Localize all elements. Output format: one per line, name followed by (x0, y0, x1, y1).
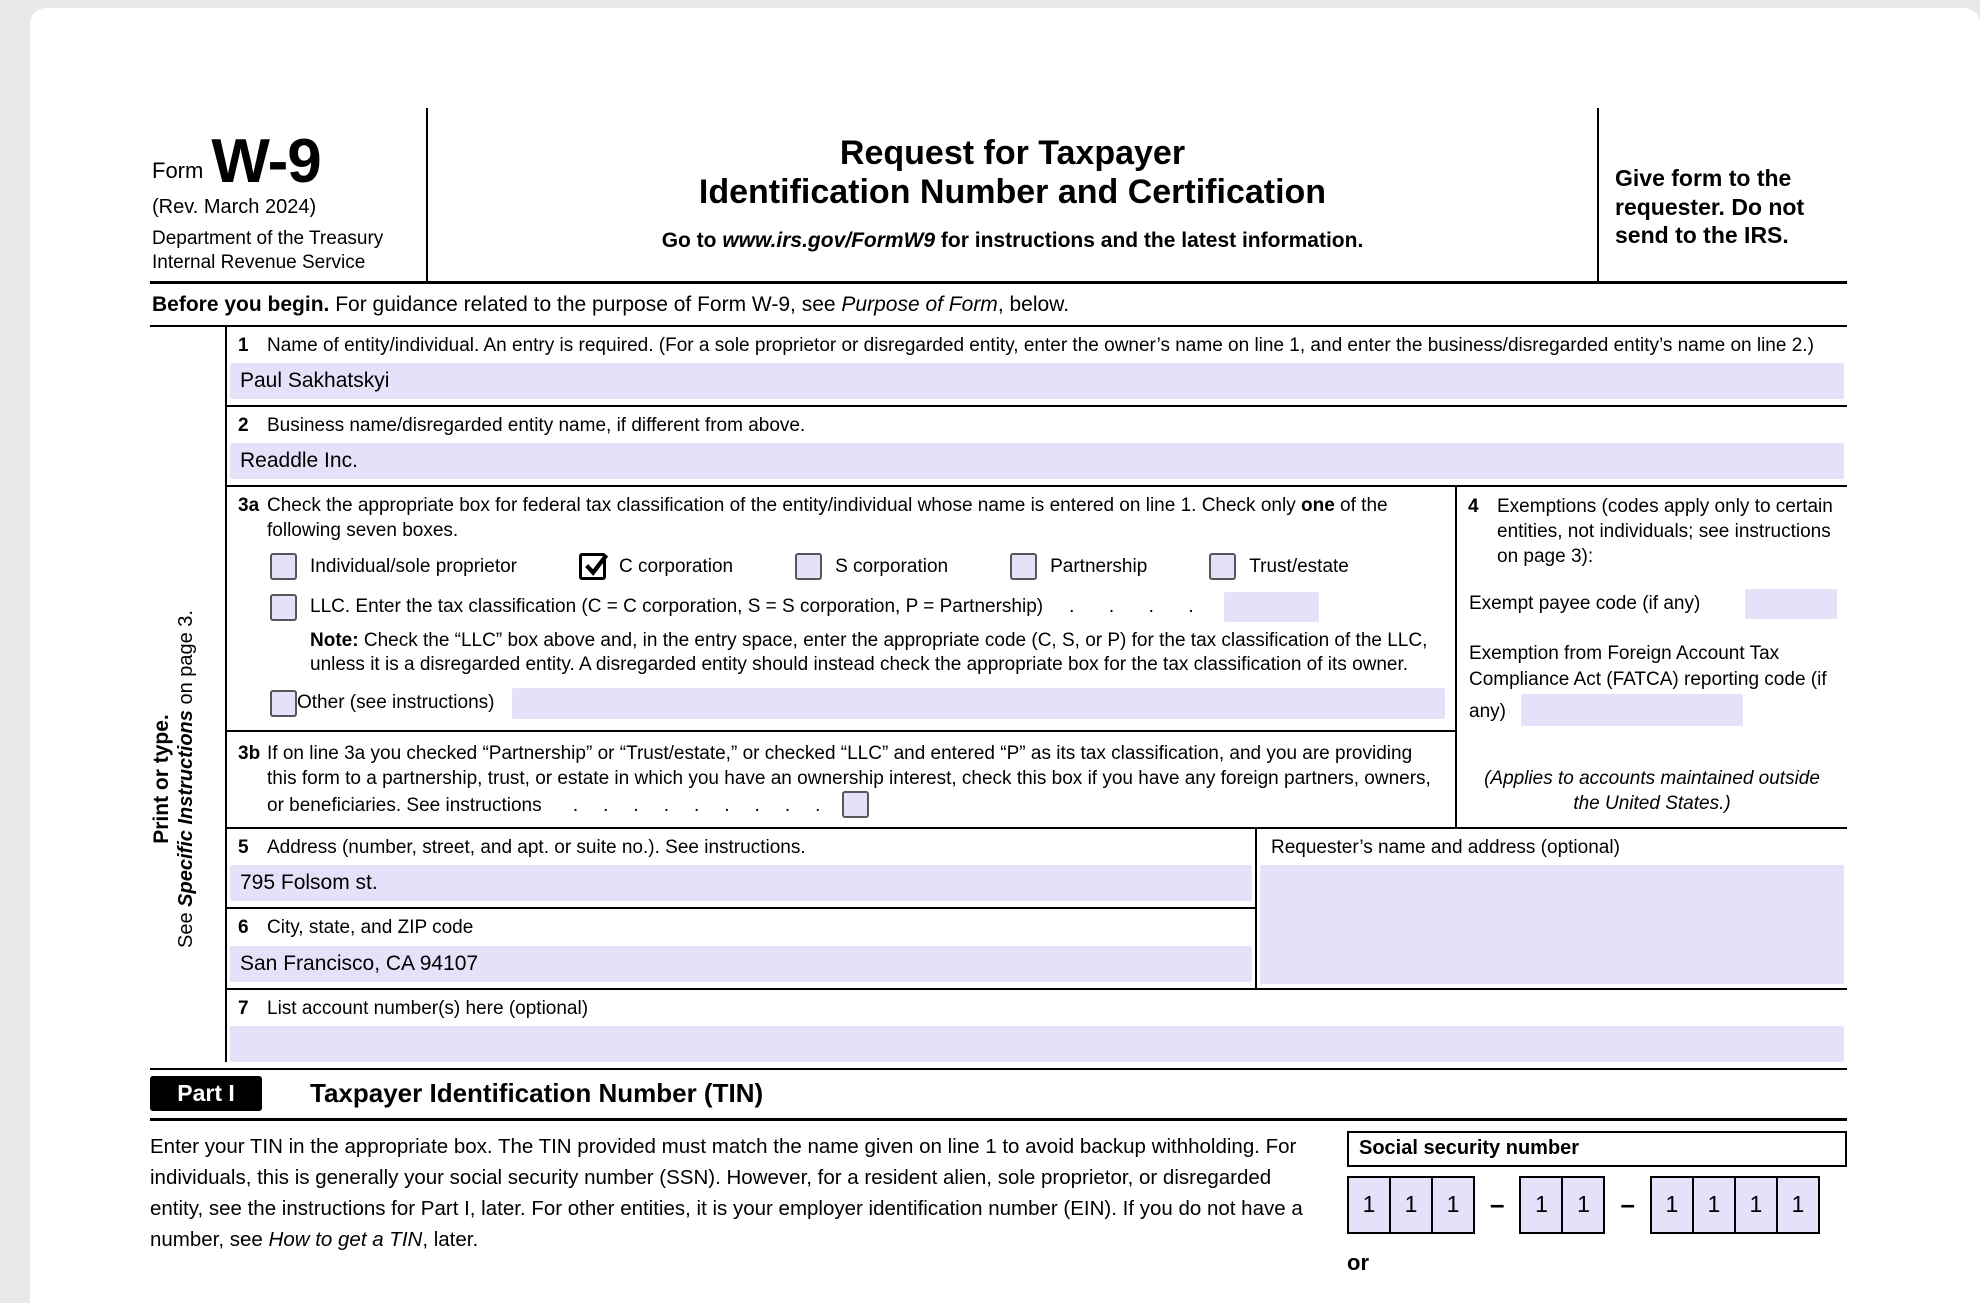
llc-note: Note: Check the “LLC” box above and, in the entry space, enter the appropriate code (C, S, or P) for the tax classification of the LLC, unless it is a disregarded entity. A disregarded entity should instead check the appropriate box for the tax classification of its owner. (310, 630, 1428, 676)
agency-line: Internal Revenue Service (152, 251, 366, 273)
line4-column (1455, 487, 1847, 827)
ssn-group-2 (1519, 1176, 1605, 1234)
form-body (150, 327, 1847, 1070)
trust-estate-label: Trust/estate (1249, 555, 1349, 577)
ssn-boxes (1347, 1176, 1847, 1234)
exempt-payee-row (1469, 589, 1837, 619)
department-line: Department of the Treasury (152, 227, 384, 249)
checkmark-icon (582, 551, 610, 579)
give-form-note: Give form to the requester. Do not send to the IRS. (1597, 108, 1847, 281)
other-field[interactable] (512, 688, 1445, 719)
line2-number: 2 (238, 415, 249, 437)
other-label: Other (see instructions) (297, 692, 495, 714)
part1-header (150, 1070, 1847, 1121)
ssn-digit-box[interactable]: 1 (1347, 1176, 1391, 1234)
form-title-block (428, 108, 1597, 281)
line3b-label: If on line 3a you checked “Partnership” or “Trust/estate,” or checked “LLC” and entered “P” as its tax classification, and you are providing this form to a partnership, trust, or estate in which you have an ownership interest, check this box if you have any foreign partners, owners, or beneficiaries. See instructions . . . . . . . . . (267, 742, 1431, 817)
sidebar-see-instructions: See Specific Instructions on page 3. (175, 610, 197, 948)
line3a-label: Check the appropriate box for federal tax classification of the entity/individual whose name is entered on line 1. Check only one of the following seven boxes. (267, 495, 1388, 542)
requester-field[interactable] (1260, 865, 1844, 983)
print-or-type-sidebar (150, 495, 225, 1063)
individual-checkbox[interactable] (270, 553, 297, 580)
line3-column (227, 487, 1455, 827)
line1-row (227, 327, 1847, 407)
option-s-corporation (795, 553, 948, 580)
w9-form-page (30, 8, 1980, 1303)
before-you-begin-lead: Before you begin. (152, 293, 330, 316)
line5-row (227, 829, 1255, 909)
line7-label: List account number(s) here (optional) (267, 997, 589, 1019)
line3b-dot-leader: . . . . . . . . . (572, 795, 823, 817)
exempt-payee-label: Exempt payee code (if any) (1469, 593, 1701, 615)
form-word: Form (152, 157, 204, 183)
purpose-of-form-ref: Purpose of Form (841, 293, 998, 316)
tax-classification-options (270, 553, 1455, 580)
w9-form (150, 108, 1847, 1276)
part1-instructions: Enter your TIN in the appropriate box. The TIN provided must match the name given on line 1 to avoid backup withholding. For individuals, this is generally your social security number (SSN). However, for a resident alien, sole proprietor, or disregarded entity, see the instructions for Part I, later. For other entities, it is your employer identification number (EIN). If you do not have a number, see How to get a TIN, later. (150, 1134, 1303, 1252)
ssn-block (1347, 1131, 1847, 1276)
partnership-label: Partnership (1050, 555, 1148, 577)
line6-row (227, 909, 1255, 981)
fatca-applies-note: (Applies to accounts maintained outside the United States.) (1484, 767, 1820, 815)
ssn-digit-box[interactable]: 1 (1519, 1176, 1563, 1234)
option-trust-estate (1209, 553, 1349, 580)
ssn-digit-box[interactable]: 1 (1650, 1176, 1694, 1234)
fatca-field[interactable] (1521, 694, 1743, 726)
fatca-row (1469, 641, 1837, 725)
llc-classification-field[interactable] (1224, 592, 1319, 622)
exempt-payee-field[interactable] (1745, 589, 1837, 619)
or-label: or (1347, 1249, 1369, 1275)
form-title-line2: Identification Number and Certification (698, 173, 1327, 212)
account-numbers-field[interactable] (230, 1026, 1844, 1062)
ssn-dash: – (1490, 1189, 1505, 1220)
line1-label: Name of entity/individual. An entry is required. (For a sole proprietor or disregarded entity, enter the owner’s name on line 1, and enter the business/disregarded entity’s name on line 2.) (267, 335, 1814, 356)
s-corporation-checkbox[interactable] (795, 553, 822, 580)
individual-label: Individual/sole proprietor (310, 555, 518, 577)
city-state-zip-field[interactable]: San Francisco, CA 94107 (230, 946, 1252, 982)
s-corporation-label: S corporation (835, 555, 949, 577)
llc-dot-leader: . . . . (1069, 596, 1196, 618)
business-name-field[interactable]: Readdle Inc. (230, 443, 1844, 479)
address-field[interactable]: 795 Folsom st. (230, 865, 1252, 901)
form-title-line1: Request for Taxpayer (839, 134, 1186, 172)
line7-number: 7 (238, 997, 249, 1019)
line3b-row (227, 730, 1455, 828)
ssn-group-3 (1650, 1176, 1820, 1234)
line2-label: Business name/disregarded entity name, if different from above. (267, 415, 806, 437)
option-partnership (1010, 553, 1147, 580)
ssn-digit-box[interactable]: 1 (1734, 1176, 1778, 1234)
fatca-label: Exemption from Foreign Account Tax Compliance Act (FATCA) reporting code (if any) (1469, 643, 1827, 722)
option-c-corporation (579, 553, 733, 580)
form-header (150, 108, 1847, 284)
ssn-group-1 (1347, 1176, 1475, 1234)
line3-line4-section (227, 487, 1847, 829)
subtitle-prefix: Go to (661, 228, 723, 252)
ssn-digit-box[interactable]: 1 (1776, 1176, 1820, 1234)
before-you-begin-suffix: , below. (997, 293, 1070, 316)
ssn-digit-box[interactable]: 1 (1561, 1176, 1605, 1234)
requester-label: Requester’s name and address (optional) (1271, 837, 1620, 859)
before-you-begin (150, 284, 1847, 327)
line5-number: 5 (238, 837, 249, 859)
line3a-number: 3a (238, 495, 260, 517)
c-corporation-checkbox[interactable] (579, 553, 606, 580)
ssn-digit-box[interactable]: 1 (1431, 1176, 1475, 1234)
requester-column (1255, 829, 1847, 987)
form-number: W-9 (211, 127, 321, 196)
c-corporation-label: C corporation (619, 555, 734, 577)
line7-row (227, 990, 1847, 1062)
address-section (227, 829, 1847, 989)
partnership-checkbox[interactable] (1010, 553, 1037, 580)
llc-option-row (270, 592, 1455, 622)
trust-estate-checkbox[interactable] (1209, 553, 1236, 580)
line4-number: 4 (1468, 496, 1479, 518)
line2-row (227, 407, 1847, 487)
part1-title: Taxpayer Identification Number (TIN) (310, 1077, 764, 1108)
ssn-label: Social security number (1347, 1131, 1847, 1167)
address-column (227, 829, 1255, 987)
foreign-partners-checkbox[interactable] (842, 791, 869, 818)
other-checkbox[interactable] (270, 690, 297, 717)
irs-url-link[interactable]: www.irs.gov/FormW9 (722, 228, 936, 252)
part1-badge: Part I (150, 1076, 262, 1111)
form-rows (225, 327, 1847, 1062)
form-identity-block (150, 108, 428, 281)
before-you-begin-text: For guidance related to the purpose of Form W-9, see (329, 293, 842, 316)
line6-number: 6 (238, 917, 249, 939)
form-revision: (Rev. March 2024) (152, 195, 317, 218)
ssn-digit-box[interactable]: 1 (1389, 1176, 1433, 1234)
line6-label: City, state, and ZIP code (267, 917, 474, 939)
line4-label: Exemptions (codes apply only to certain entities, not individuals; see instructions on page 3): (1497, 496, 1833, 567)
ssn-dash: – (1620, 1189, 1635, 1220)
sidebar-print-or-type: Print or type. (150, 714, 173, 844)
line1-number: 1 (238, 335, 249, 356)
other-option-row (270, 688, 1455, 719)
name-field[interactable]: Paul Sakhatskyi (230, 363, 1844, 399)
part1-body (150, 1121, 1847, 1276)
form-subtitle (428, 229, 1597, 253)
line5-label: Address (number, street, and apt. or suite no.). See instructions. (267, 837, 806, 859)
subtitle-suffix: for instructions and the latest information. (935, 228, 1364, 252)
llc-label: LLC. Enter the tax classification (C = C corporation, S = S corporation, P = Partnership) (310, 596, 1044, 618)
llc-checkbox[interactable] (270, 594, 297, 621)
line3b-number: 3b (238, 742, 261, 764)
option-individual (270, 553, 517, 580)
ssn-digit-box[interactable]: 1 (1692, 1176, 1736, 1234)
